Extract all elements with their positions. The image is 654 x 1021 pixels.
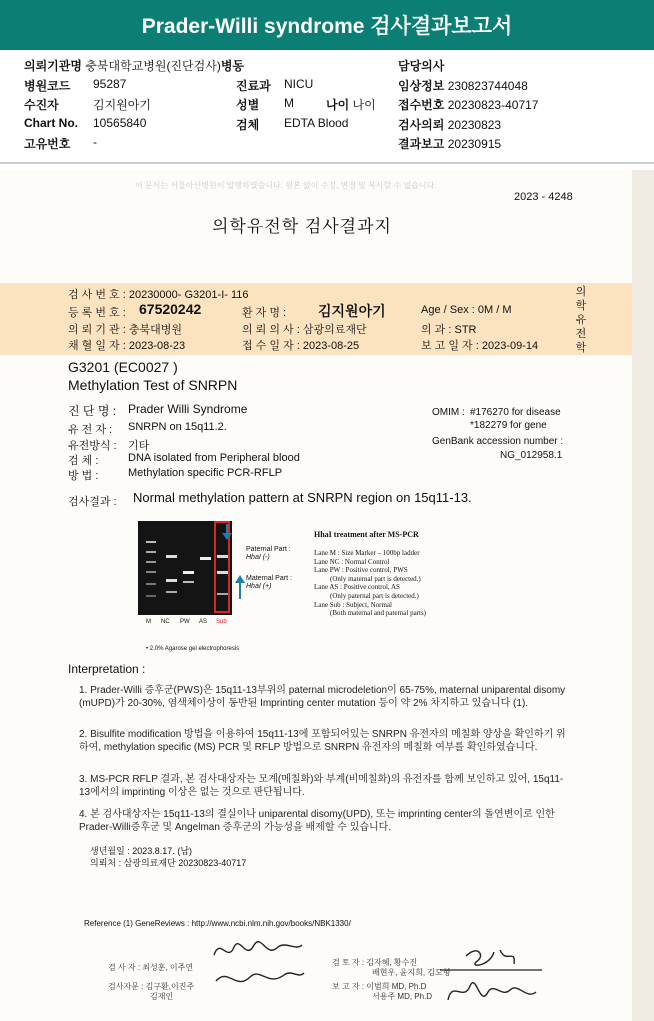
legend-title: HhaI treatment after MS-PCR [314, 530, 419, 539]
reviewer-line-2: 배현우, 윤지희, 김도형 [372, 968, 451, 977]
interpretation-1: 1. Prader-Willi 증후군(PWS)은 15q11-13부위의 paternal microdeletion이 65-75%, maternal uniparental disomy (mUPD)가 20-30%, 염색체이상이 동반된 Imprinting center mutation 등이 약 2% 차지하고 있습니다 (1). [79, 685, 566, 709]
reporter-line-2: 서용주 MD, Ph.D [372, 992, 433, 1001]
reg-value: 67520242 [139, 301, 202, 317]
doc-number: 2023 - 4248 [514, 191, 573, 203]
patient-value: 김지원아기 [318, 303, 386, 319]
header-name-value: 김지원아기 [93, 98, 151, 112]
reporter-line: 보 고 자 : 이범희 MD, Ph.D [332, 982, 427, 991]
detail-gene-value: SNRPN on 15q11.2. [128, 421, 227, 433]
header-specimen-value: EDTA Blood [284, 116, 349, 130]
signature-tester [206, 933, 306, 997]
lane-label-m: M [146, 619, 151, 625]
header-report: 결과보고 20230915 [398, 137, 502, 151]
advisor-line: 검사자문 : 김구환,이진주 [108, 982, 195, 991]
reviewer-line: 검 토 자 : 김자혜, 황수진 [332, 958, 418, 967]
lane-legend: Lane M : Size Marker – 100bp ladder Lane NC : Normal Control Lane PW : Positive control, PWS (Only maternal part is detected.) Lane AS : Positive control, AS (Only paternal part is detected.) Lane Sub : Subject, Normal (Both maternal and paternal parts) [314, 549, 427, 618]
reference: Reference (1) GeneReviews : http://www.ncbi.nlm.nih.gov/books/NBK1330/ [84, 919, 351, 928]
doc-title: 의학유전학 검사결과지 [212, 217, 392, 236]
header-doctor: 담당의사 [398, 59, 445, 73]
header-specimen-label: 검체 [236, 118, 260, 132]
paternal-label: Paternal Part : HhaI (-) [246, 546, 291, 561]
detail-gene-label: 유 전 자 : [68, 424, 113, 436]
gel-caption: • 2.0% Agarose gel electrophoresis [146, 646, 240, 652]
interpretation-3: 3. MS-PCR RFLP 결과, 본 검사대상자는 모계(메칠화)와 부계(비메칠화)의 유전자를 함께 보인하고 있어, 15q11-13에서의 imprinting 이상은 없는 것으로 판단됩니다. [79, 774, 564, 798]
header-inst: 의뢰기관명 충북대학교병원(진단검사)병동 [24, 59, 245, 73]
reg-label: 등 록 번 호 : [68, 307, 126, 319]
header-request: 검사의뢰 20230823 [398, 118, 502, 132]
result-label: 검사결과 : [68, 496, 117, 508]
detail-method-value: Methylation specific PCR-RFLP [128, 467, 283, 479]
report-title: Prader-Willi syndrome 검사결과보고서 [141, 15, 513, 38]
header-sex-label: 성별 [236, 98, 260, 112]
genbank-value: NG_012958.1 [500, 450, 563, 461]
department: 의 과 : STR [421, 324, 477, 336]
lane-label-pw: PW [180, 619, 190, 625]
header-dept-label: 진료과 [236, 79, 271, 93]
header-unique-value: - [93, 135, 97, 149]
header-chart-value: 10565840 [93, 116, 147, 130]
age-sex: Age / Sex : 0M / M [421, 304, 512, 316]
detail-diagnosis-label: 진 단 명 : [68, 404, 117, 418]
patient-label: 환 자 명 : [242, 307, 287, 319]
exam-number: 검 사 번 호 : 20230000- G3201-I- 116 [68, 289, 249, 301]
copy-watermark: 이 문서는 서울아산병원이 발행하였습니다. 원본 없이 수정, 변경 및 복사할 수 없습니다. [135, 181, 437, 190]
lane-label-as: AS [199, 619, 208, 625]
header-chart-label: Chart No. [24, 116, 78, 130]
omim-label: OMIM : [432, 407, 465, 418]
maternal-label: Maternal Part : HhaI (+) [246, 575, 292, 590]
test-name: Methylation Test of SNRPN [68, 377, 238, 393]
header-clinical: 임상정보 230823744048 [398, 79, 528, 93]
header-age: 나이 나이 [326, 98, 376, 112]
result-value: Normal methylation pattern at SNRPN region on 15q11-13. [133, 490, 472, 505]
lane-label-nc: NC [161, 619, 170, 625]
scan-edge [632, 170, 654, 1021]
header-dept-value: NICU [284, 77, 314, 91]
detail-method-label: 방 법 : [68, 470, 99, 482]
header-receipt: 접수번호 20230823-40717 [398, 98, 539, 112]
detail-inheritance-value: 기타 [128, 440, 150, 452]
lane-label-sub: Sub [216, 619, 227, 625]
interpretation-4: 4. 본 검사대상자는 15q11-13의 결실이나 uniparental disomy(UPD), 또는 imprinting center의 돌연변이로 인한 Prader-Willi증후군 및 Angelman 증후군의 가능성을 배제할 수 있습니다. [79, 809, 555, 833]
birth-date: 생년월일 : 2023.8.17. (남) [90, 846, 193, 856]
header-code-label: 병원코드 [24, 79, 71, 93]
received-date: 접 수 일 자 : 2023-08-25 [242, 340, 360, 352]
side-stamp: 의 학 유 전 학 [575, 286, 587, 354]
report-title-bar [0, 0, 654, 50]
header-unique-label: 고유번호 [24, 137, 71, 151]
test-code: G3201 (EC0027 ) [68, 359, 178, 375]
omim-gene: *182279 for gene [470, 420, 547, 431]
detail-specimen-value: DNA isolated from Peripheral blood [128, 452, 300, 464]
header-divider [0, 162, 654, 164]
omim-disease: #176270 for disease [470, 407, 561, 418]
tester-line: 검 사 자 : 최성훈, 이주연 [108, 963, 194, 972]
header-sex-value: M [284, 96, 294, 110]
collection-date: 채 혈 일 자 : 2023-08-23 [68, 340, 186, 352]
header-code-value: 95287 [93, 77, 127, 91]
down-arrow-icon [218, 524, 238, 544]
advisor-line-2: 김재인 [150, 992, 174, 1001]
requesting-doctor: 의 뢰 의 사 : 삼광의료재단 [242, 324, 367, 336]
detail-diagnosis-value: Prader Willi Syndrome [128, 402, 248, 416]
header-name-label: 수진자 [24, 98, 59, 112]
requesting-institution: 의 뢰 기 관 : 충북대병원 [68, 324, 182, 336]
detail-specimen-label: 검 체 : [68, 455, 99, 467]
reported-date: 보 고 일 자 : 2023-09-14 [421, 340, 539, 352]
requester: 의뢰처 : 삼광의료재단 20230823-40717 [90, 858, 247, 868]
detail-inheritance-label: 유전방식 : [68, 440, 117, 452]
signature-reviewer [436, 942, 546, 1012]
interpretation-2: 2. Bisulfite modification 방법을 이용하여 15q11-13에 포함되어있는 SNRPN 유전자의 메칠화 양상을 확인하기 위하여, methylation specific (MS) PCR 및 RFLP 방법으로 SNRPN 유전자의 메칠화 여부를 확인하였습니다. [79, 729, 566, 753]
interpretation-title: Interpretation : [68, 662, 146, 676]
genbank-label: GenBank accession number : [432, 436, 564, 447]
